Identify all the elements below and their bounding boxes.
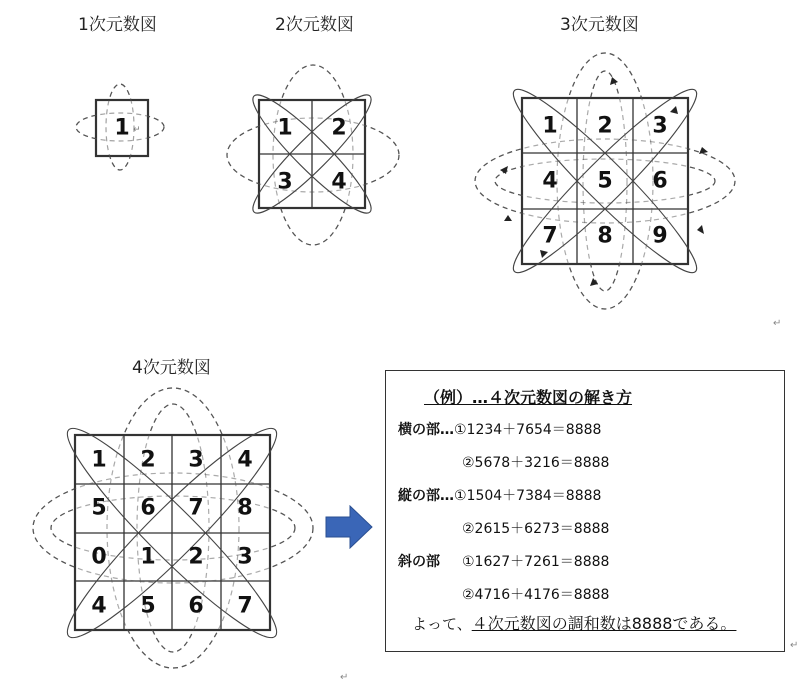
grid-4d-cell: 8: [237, 495, 253, 521]
grid-4d-cell: 3: [188, 447, 204, 473]
grid-3d-cell-5: 5: [597, 168, 613, 194]
grid-3d-cell-6: 6: [652, 168, 668, 194]
explain-row: [462, 584, 609, 604]
grid-2d-cell-4: 4: [331, 169, 347, 195]
row-equation: ②4716＋4176＝8888: [462, 587, 610, 603]
right-arrow-icon: [324, 505, 374, 549]
grid-3d-cell-7: 7: [542, 223, 558, 249]
explain-row: [462, 518, 609, 538]
grid-3d-cell-4: 4: [542, 168, 558, 194]
row-equation: ①1234＋7654＝8888: [454, 422, 602, 438]
title-1d: 1次元数図: [78, 15, 157, 35]
grid-1d-cell-1: 1: [114, 115, 130, 141]
grid-3d-cell-1: 1: [542, 113, 558, 139]
figure-2d: [215, 55, 415, 255]
grid-2d-cell-3: 3: [277, 169, 293, 195]
grid-4d-cell: 2: [188, 544, 204, 570]
return-mark: ↵: [790, 640, 799, 651]
return-mark: ↵: [773, 318, 782, 329]
title-4d: 4次元数図: [132, 358, 211, 378]
figure-4d: [28, 378, 318, 678]
explain-row: [398, 551, 609, 571]
row-equation: ②2615＋6273＝8888: [462, 521, 610, 537]
grid-4d-cell: 7: [237, 593, 253, 619]
grid-4d-cell: 0: [91, 544, 107, 570]
figure-3d: [470, 40, 740, 310]
arrowhead-icon: [610, 77, 618, 85]
right-arrow-shape: [326, 506, 372, 548]
grid-4d-cell: 5: [140, 593, 156, 619]
conclusion-main: ４次元数図の調和数は8888である。: [471, 614, 737, 633]
figure-1d: [60, 70, 180, 190]
grid-3d-cell-9: 9: [652, 223, 668, 249]
arrowhead-icon: [699, 147, 708, 154]
conclusion-prefix: よって、: [412, 615, 472, 633]
arrowhead-icon: [504, 215, 512, 221]
row-label: 斜の部: [398, 554, 440, 570]
grid-4d-cell: 2: [140, 447, 156, 473]
explain-row: [398, 419, 601, 439]
grid-3d-cell-8: 8: [597, 223, 613, 249]
title-2d: 2次元数図: [275, 15, 354, 35]
row-label: 縦の部…: [398, 488, 454, 504]
row-equation: ①1627＋7261＝8888: [462, 554, 610, 570]
arrowhead-icon: [697, 225, 704, 234]
explain-row: [398, 485, 601, 505]
title-3d: 3次元数図: [560, 15, 639, 35]
row-label: 横の部…: [398, 422, 454, 438]
grid-4d-cell: 7: [188, 495, 204, 521]
grid-3d-cell-2: 2: [597, 113, 613, 139]
explain-row: [462, 452, 609, 472]
grid-4d-cell: 1: [140, 544, 156, 570]
grid-4d-cell: 1: [91, 447, 107, 473]
grid-4d-cell: 5: [91, 495, 107, 521]
grid-4d-cell: 6: [140, 495, 156, 521]
grid-4d-cell: 3: [237, 544, 253, 570]
row-equation: ②5678＋3216＝8888: [462, 455, 610, 471]
grid-2d-cell-2: 2: [331, 115, 347, 141]
grid-4d-cell: 4: [91, 593, 107, 619]
conclusion: [412, 611, 736, 634]
return-mark: ↵: [133, 125, 141, 135]
explanation-title: （例）…４次元数図の解き方: [424, 388, 633, 407]
grid-4d-cell: 6: [188, 593, 204, 619]
return-mark: ↵: [340, 672, 349, 683]
grid-3d-cell-3: 3: [652, 113, 668, 139]
explanation-box: [385, 370, 785, 652]
row-equation: ①1504＋7384＝8888: [454, 488, 602, 504]
grid-4d-cell: 4: [237, 447, 253, 473]
grid-2d-cell-1: 1: [277, 115, 293, 141]
